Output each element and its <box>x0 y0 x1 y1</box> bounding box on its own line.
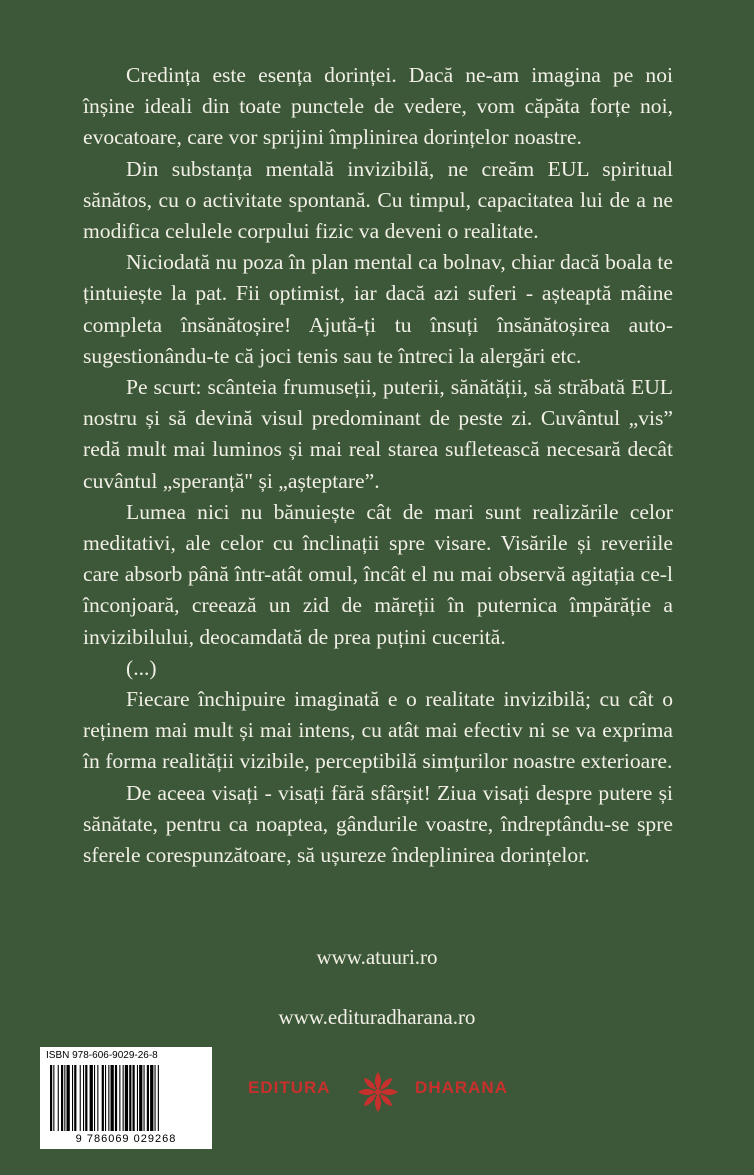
barcode-image <box>46 1063 206 1133</box>
publisher-word-editura: EDITURA <box>248 1078 331 1097</box>
paragraph-ellipsis: (...) <box>126 655 157 680</box>
lotus-flower-logo-icon <box>354 1068 402 1116</box>
publisher-logo-block <box>248 1068 508 1114</box>
paragraph-3: Niciodată nu poza în plan mental ca bolnav, chiar dacă boala te țintuiește la pat. Fii optimist, iar dacă azi suferi - așteaptă mâine completa însănătoșire! Ajută-ți tu însuți însănătoșirea auto-sugestionându-te că joci tenis sau te întreci la alergări etc. <box>83 250 673 368</box>
isbn-label: ISBN 978-606-9029-26-8 <box>46 1050 158 1061</box>
isbn-digits: 9 786069 029268 <box>75 1133 177 1145</box>
paragraph-4: Pe scurt: scânteia frumuseții, puterii, sănătății, să străbată EUL nostru și să devină visul predominant de peste zi. Cuvântul „vis” redă mult mai luminos și mai real starea sufletească necesară decât cuvântul „speranță" și „așteptare”. <box>83 375 673 493</box>
paragraph-1: Credința este esența dorinței. Dacă ne-am imagina pe noi înșine ideali din toate punctele de vedere, vom căpăta forțe noi, evocatoare, care vor sprijini împlinirea dorințelor noastre. <box>83 63 673 150</box>
website-atuuri[interactable]: www.atuuri.ro <box>316 945 438 969</box>
website-dharana[interactable]: www.edituradharana.ro <box>278 1005 476 1029</box>
publisher-word-dharana: DHARANA <box>415 1078 508 1097</box>
paragraph-8: De aceea visați - visați fără sfârșit! Ziua visați despre putere și sănătate, pentru ca noaptea, gândurile voastre, îndreptându-se spre sferele corespunzătoare, să ușureze îndeplinirea dorințelor. <box>83 780 673 868</box>
paragraph-7: Fiecare închipuire imaginată e o realitate invizibilă; cu cât o reținem mai mult și mai intens, cu atât mai efectiv ni se va exprima în forma realității vizibile, perceptibilă simțurilor noastre exterioare. <box>83 687 673 774</box>
paragraph-2: Din substanța mentală invizibilă, ne creăm EUL spiritual sănătos, cu o activitate spontană. Cu timpul, capacitatea lui de a ne modifica celulele corpului fizic va deveni o realitate. <box>83 156 673 244</box>
back-cover-text <box>83 60 673 871</box>
paragraph-5: Lumea nici nu bănuiește cât de mari sunt realizările celor meditativi, ale celor cu înclinații spre visare. Visările și reveriile care absorb până într-atât omul, încât el nu mai observă agitația ce-l înconjoară, creează un zid de măreții în puternica împărăție a invizibilului, deocamdată de prea puțini cucerită. <box>83 499 673 649</box>
isbn-barcode-block <box>40 1047 212 1149</box>
